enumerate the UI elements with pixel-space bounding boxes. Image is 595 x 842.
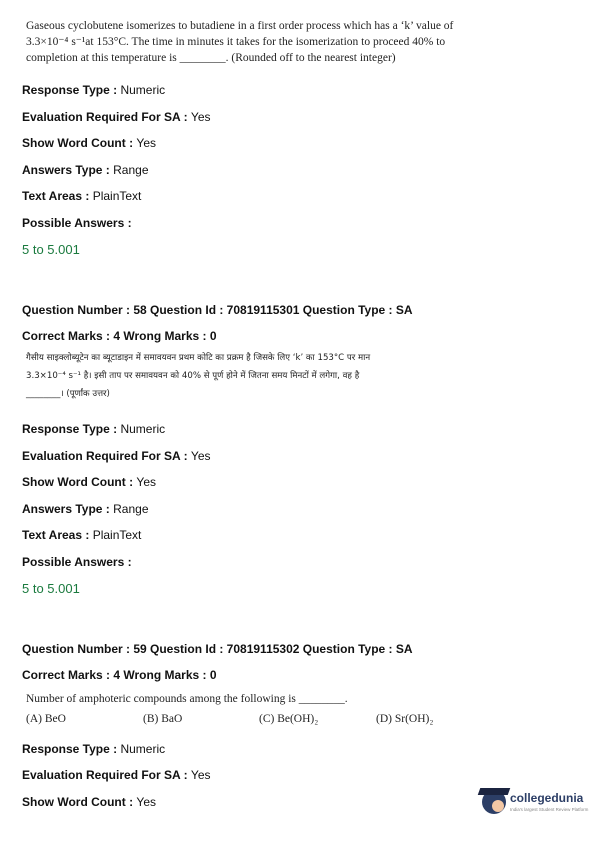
possible-answers-label: Possible Answers : xyxy=(22,216,132,230)
evaluation-label: Evaluation Required For SA : xyxy=(22,449,191,463)
answers-type-row xyxy=(22,163,149,177)
word-count-label: Show Word Count : xyxy=(22,475,137,489)
response-type-label: Response Type : xyxy=(22,83,121,97)
evaluation-row xyxy=(22,110,211,124)
answers-type-label: Answers Type : xyxy=(22,163,114,177)
response-type-label: Response Type : xyxy=(22,422,121,436)
question-text-line: Number of amphoteric compounds among the following is ________. xyxy=(26,693,348,705)
question-header: Question Number : 58 Question Id : 70819115301 Question Type : SA xyxy=(22,303,413,317)
marks-line: Correct Marks : 4 Wrong Marks : 0 xyxy=(22,668,217,682)
option-d: (D) Sr(OH)₂ xyxy=(376,713,434,725)
question-text-line: ________। (पूर्णांक उत्तर) xyxy=(26,389,110,399)
question-59-text xyxy=(26,691,466,707)
evaluation-value: Yes xyxy=(190,110,211,124)
marks-line: Correct Marks : 4 Wrong Marks : 0 xyxy=(22,329,217,343)
option-a: (A) BeO xyxy=(26,713,66,725)
possible-answers-row xyxy=(22,555,132,569)
evaluation-label: Evaluation Required For SA : xyxy=(22,110,191,124)
logo-tagline: India's largest Student Review Platform xyxy=(510,807,589,812)
question-57-text xyxy=(26,18,466,66)
text-areas-label: Text Areas : xyxy=(22,189,93,203)
answers-type-row xyxy=(22,502,149,516)
evaluation-value: Yes xyxy=(190,449,211,463)
word-count-row xyxy=(22,795,156,809)
text-areas-value: PlainText xyxy=(92,528,142,542)
evaluation-row xyxy=(22,449,211,463)
possible-answer-value: 5 to 5.001 xyxy=(22,242,80,257)
logo-brand-name: collegedunia xyxy=(510,791,584,805)
mascot-face-icon xyxy=(492,800,504,812)
word-count-row xyxy=(22,475,156,489)
collegedunia-logo xyxy=(478,788,589,818)
question-text-line: completion at this temperature is ________. (Rounded off to the nearest integer) xyxy=(26,52,396,64)
answers-type-value: Range xyxy=(113,502,149,516)
question-text-line: 3.3×10⁻⁴ s⁻¹ है। इसी ताप पर समावयवन को 40% से पूर्ण होने में जितना समय मिनटों में लगेगा, वह है xyxy=(26,371,360,381)
word-count-value: Yes xyxy=(136,136,156,150)
question-text-line: Gaseous cyclobutene isomerizes to butadiene in a first order process which has a ‘k’ value of xyxy=(26,20,454,32)
response-type-label: Response Type : xyxy=(22,742,121,756)
evaluation-value: Yes xyxy=(190,768,211,782)
response-type-value: Numeric xyxy=(120,83,166,97)
response-type-value: Numeric xyxy=(120,742,166,756)
question-58-text xyxy=(26,350,466,402)
response-type-row xyxy=(22,422,165,436)
option-b: (B) BaO xyxy=(143,713,183,725)
question-header: Question Number : 59 Question Id : 70819115302 Question Type : SA xyxy=(22,642,413,656)
possible-answer-value: 5 to 5.001 xyxy=(22,581,80,596)
response-type-row xyxy=(22,83,165,97)
word-count-value: Yes xyxy=(136,475,156,489)
word-count-label: Show Word Count : xyxy=(22,136,137,150)
text-areas-row xyxy=(22,189,141,203)
evaluation-label: Evaluation Required For SA : xyxy=(22,768,191,782)
answers-type-label: Answers Type : xyxy=(22,502,114,516)
word-count-label: Show Word Count : xyxy=(22,795,137,809)
text-areas-label: Text Areas : xyxy=(22,528,93,542)
response-type-value: Numeric xyxy=(120,422,166,436)
graduation-cap-icon xyxy=(478,788,511,795)
question-text-line: 3.3×10⁻⁴ s⁻¹at 153°C. The time in minutes it takes for the isomerization to proceed 40% to xyxy=(26,36,446,48)
answers-type-value: Range xyxy=(113,163,149,177)
possible-answers-row xyxy=(22,216,132,230)
option-c: (C) Be(OH)₂ xyxy=(259,713,319,725)
text-areas-row xyxy=(22,528,141,542)
possible-answers-label: Possible Answers : xyxy=(22,555,132,569)
word-count-value: Yes xyxy=(136,795,156,809)
text-areas-value: PlainText xyxy=(92,189,142,203)
response-type-row xyxy=(22,742,165,756)
question-text-line: गैसीय साइक्लोब्यूटेन का ब्यूटाडाइन में समावयवन प्रथम कोटि का प्रक्रम है जिसके लिए ‘k’ का 153°C पर मान xyxy=(26,353,371,363)
evaluation-row xyxy=(22,768,211,782)
word-count-row xyxy=(22,136,156,150)
